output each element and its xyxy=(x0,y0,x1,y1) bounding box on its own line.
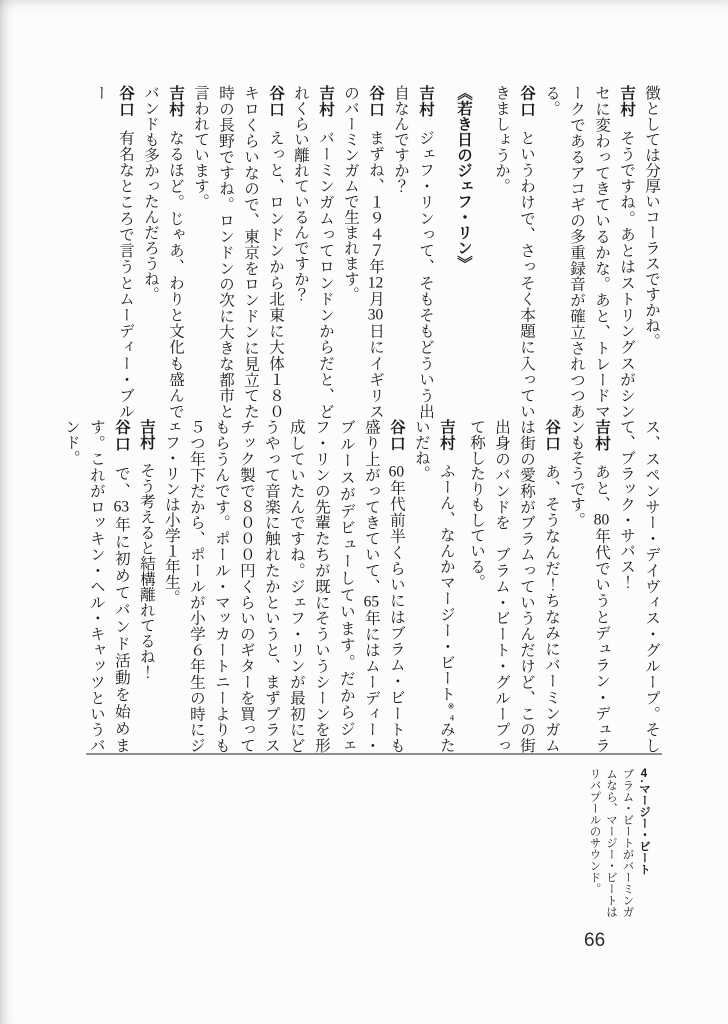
dialogue-yoshimura xyxy=(564,419,614,753)
dialogue-text: というわけで、さっそく本題に入っていきましょうか。 xyxy=(493,85,535,420)
speaker-name: 吉村 xyxy=(417,85,434,118)
dialogue-text: で、63年に初めてバンド活動を始めます。これがロッキン・ヘル・キャッツというバンド。 xyxy=(62,419,130,754)
dialogue-taniguchi xyxy=(159,419,409,753)
dialogue-text: ス、スペンサー・デイヴィス・グループ。そして、ブラック・サバス！ xyxy=(618,419,660,753)
dialogue-yoshimura xyxy=(539,85,639,419)
speaker-name: 谷口 xyxy=(543,419,560,452)
dialogue-yoshimura xyxy=(138,85,188,419)
speaker-name: 谷口 xyxy=(112,419,130,454)
dialogue-text: まずね、１９４７年12月30日にイギリスのバーミンガムで生まれます。 xyxy=(342,85,384,420)
footnote-divider xyxy=(86,753,662,755)
page-number: 66 xyxy=(584,930,606,951)
paragraph-continuation xyxy=(614,419,664,753)
dialogue-taniguchi xyxy=(59,419,134,753)
dialogue-taniguchi xyxy=(489,85,539,419)
speaker-name: 吉村 xyxy=(593,419,610,452)
speaker-name: 谷口 xyxy=(117,85,134,118)
dialogue-text: そう考えると結構離れてるね！ xyxy=(137,462,155,680)
footnote-body: ブラム・ビートがバーミンガムなら、マージー・ビートはリバプールのサウンド。 xyxy=(588,768,634,918)
dialogue-yoshimura xyxy=(409,419,464,753)
dialogue-yoshimura xyxy=(388,85,438,419)
section-heading: 《若き日のジェフ・リン》 xyxy=(455,85,472,271)
dialogue-text: ふーん、なんかマージー・ビート$^{※4}$みたいだね。 xyxy=(412,419,457,754)
dialogue-yoshimura xyxy=(288,85,338,419)
dialogue-text: あ、そうなんだ！ちなみにバーミンガムは街の愛称がブラムっていうんだけど、この街出身のバンドを ブラム・ビート・グループって称したりもしている。 xyxy=(468,419,560,754)
speaker-name: 吉村 xyxy=(618,85,635,118)
dialogue-text: バーミンガムってロンドンからだと、どれくらい離れているんですか？ xyxy=(292,85,334,420)
speaker-name: 吉村 xyxy=(437,419,455,451)
dialogue-text: あと、80年代でいうとデュラン・デュランもそうです。 xyxy=(568,419,610,754)
dialogue-text: 60年代前半くらいにはブラム・ビートも盛り上がってきていて、65年にはムーディー・ブルースがデビューしています。だからジェフ・リンの先輩たちが既にそういうシーンを形成していたんですね。ジェフ・リンが最初にどうやって音楽に触れたかというと、まずプラスチック製で８０００円くらいのギターを買ってもらうんです。ポール・マッカートニーよりも５つ年下だから、ポールが小学６年生の時にジェフ・リンは小学１年生。 xyxy=(162,419,405,754)
footnote-4-margey-beat xyxy=(586,768,652,920)
speaker-name: 吉村 xyxy=(137,419,155,450)
dialogue-taniguchi xyxy=(88,85,138,419)
speaker-name: 谷口 xyxy=(518,85,535,118)
speaker-name: 谷口 xyxy=(367,85,384,118)
dialogue-taniguchi xyxy=(464,419,564,753)
dialogue-text: 有名なところで言うとムーディー・ブルー xyxy=(92,85,134,420)
footnote-title: 4.マージー・ビート xyxy=(638,768,650,875)
speaker-name: 吉村 xyxy=(167,85,184,118)
dialogue-text: 徴としては分厚いコーラスですかね。 xyxy=(643,85,660,349)
dialogue-yoshimura xyxy=(134,419,159,753)
dialogue-text: ジェフ・リンって、そもそもどういう出自なんですか？ xyxy=(392,85,434,420)
text-band-bottom xyxy=(62,419,664,753)
dialogue-taniguchi xyxy=(338,85,388,419)
speaker-name: 吉村 xyxy=(317,85,334,118)
paragraph-continuation xyxy=(639,85,664,419)
dialogue-text: えっと、ロンドンから北東に大体１８０キロくらいなので、東京をロンドンに見立てた時の長野ですね。ロンドンの次に大きな都市と言われています。 xyxy=(192,85,284,420)
text-band-top xyxy=(62,85,664,419)
speaker-name: 谷口 xyxy=(387,419,405,452)
dialogue-text: なるほど。じゃあ、わりと文化も盛んでバンドも多かったんだろうね。 xyxy=(142,85,184,420)
dialogue-taniguchi xyxy=(188,85,288,419)
speaker-name: 谷口 xyxy=(267,85,284,118)
dialogue-text: そうですね。あとはストリングスがシンセに変わってきているかな。あと、トレードマークであるアコギの多重録音が確立されつつある。 xyxy=(543,85,635,420)
